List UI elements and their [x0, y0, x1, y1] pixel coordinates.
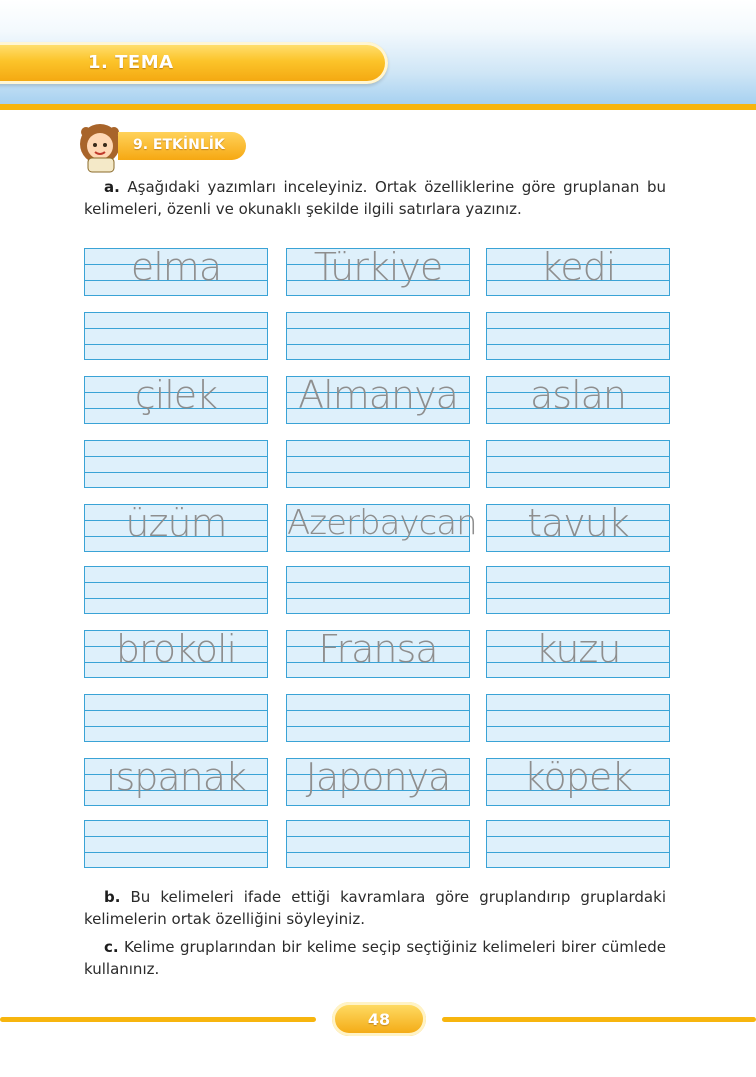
writing-box[interactable]	[286, 312, 470, 360]
instruction-a	[84, 176, 666, 220]
word-box	[486, 501, 670, 552]
writing-box[interactable]	[486, 312, 670, 360]
footer-rule-left	[0, 1017, 316, 1022]
activity-label: 9. ETKİNLİK	[133, 137, 225, 153]
word-box	[286, 245, 470, 296]
theme-banner	[0, 42, 388, 84]
word-box	[84, 501, 268, 552]
writing-box[interactable]	[286, 440, 470, 488]
writing-box[interactable]	[486, 820, 670, 868]
word-box	[286, 503, 477, 552]
writing-box[interactable]	[84, 566, 268, 614]
word-brokoli: brokoli	[115, 627, 237, 671]
word-box	[486, 627, 670, 678]
instruction-b-tag: b.	[104, 888, 121, 906]
theme-label: 1. TEMA	[88, 52, 174, 73]
writing-box[interactable]	[84, 694, 268, 742]
word-azerbaycan: Azerbaycan	[287, 503, 477, 543]
word-fransa: Fransa	[318, 627, 438, 671]
writing-box[interactable]	[486, 694, 670, 742]
word-kuzu: kuzu	[535, 627, 621, 671]
word-kedi: kedi	[540, 245, 616, 289]
writing-box[interactable]	[286, 820, 470, 868]
word-turkiye: Türkiye	[313, 245, 443, 289]
writing-box[interactable]	[486, 440, 670, 488]
writing-box[interactable]	[84, 820, 268, 868]
instruction-b	[84, 886, 666, 930]
word-elma: elma	[130, 245, 222, 289]
instruction-a-text: Aşağıdaki yazımları inceleyiniz. Ortak özelliklerine göre gruplanan bu kelimeleri, özenli ve okunaklı şekilde ilgili satırlara yazınız.	[84, 178, 666, 218]
writing-box[interactable]	[84, 440, 268, 488]
writing-box[interactable]	[286, 566, 470, 614]
instruction-c	[84, 936, 666, 980]
instruction-b-text: Bu kelimeleri ifade ettiği kavramlara göre gruplandırıp gruplardaki kelimelerin ortak özelliğini söyleyiniz.	[84, 888, 666, 928]
page-number: 48	[367, 1010, 391, 1029]
word-box	[84, 755, 268, 806]
word-japonya: Japonya	[305, 755, 451, 799]
word-cilek: çilek	[134, 373, 218, 417]
instruction-c-text: Kelime gruplarından bir kelime seçip seçtiğiniz kelimeleri birer cümlede kullanınız.	[84, 938, 666, 978]
instruction-a-tag: a.	[104, 178, 120, 196]
word-ispanak: ıspanak	[105, 755, 247, 799]
word-box	[286, 373, 470, 424]
word-uzum: üzüm	[125, 501, 227, 545]
word-tavuk: tavuk	[527, 501, 629, 545]
word-box	[486, 245, 670, 296]
word-box	[286, 627, 470, 678]
instruction-c-tag: c.	[104, 938, 119, 956]
writing-box[interactable]	[286, 694, 470, 742]
word-box	[486, 373, 670, 424]
word-almanya: Almanya	[298, 373, 458, 417]
writing-box[interactable]	[486, 566, 670, 614]
footer-rule-right	[442, 1017, 756, 1022]
word-aslan: aslan	[529, 373, 626, 417]
word-box	[84, 373, 268, 424]
word-box	[486, 755, 670, 806]
word-box	[84, 245, 268, 296]
word-box	[286, 755, 470, 806]
writing-box[interactable]	[84, 312, 268, 360]
word-kopek: köpek	[523, 755, 633, 799]
word-box	[84, 627, 268, 678]
header-rule	[0, 104, 756, 110]
